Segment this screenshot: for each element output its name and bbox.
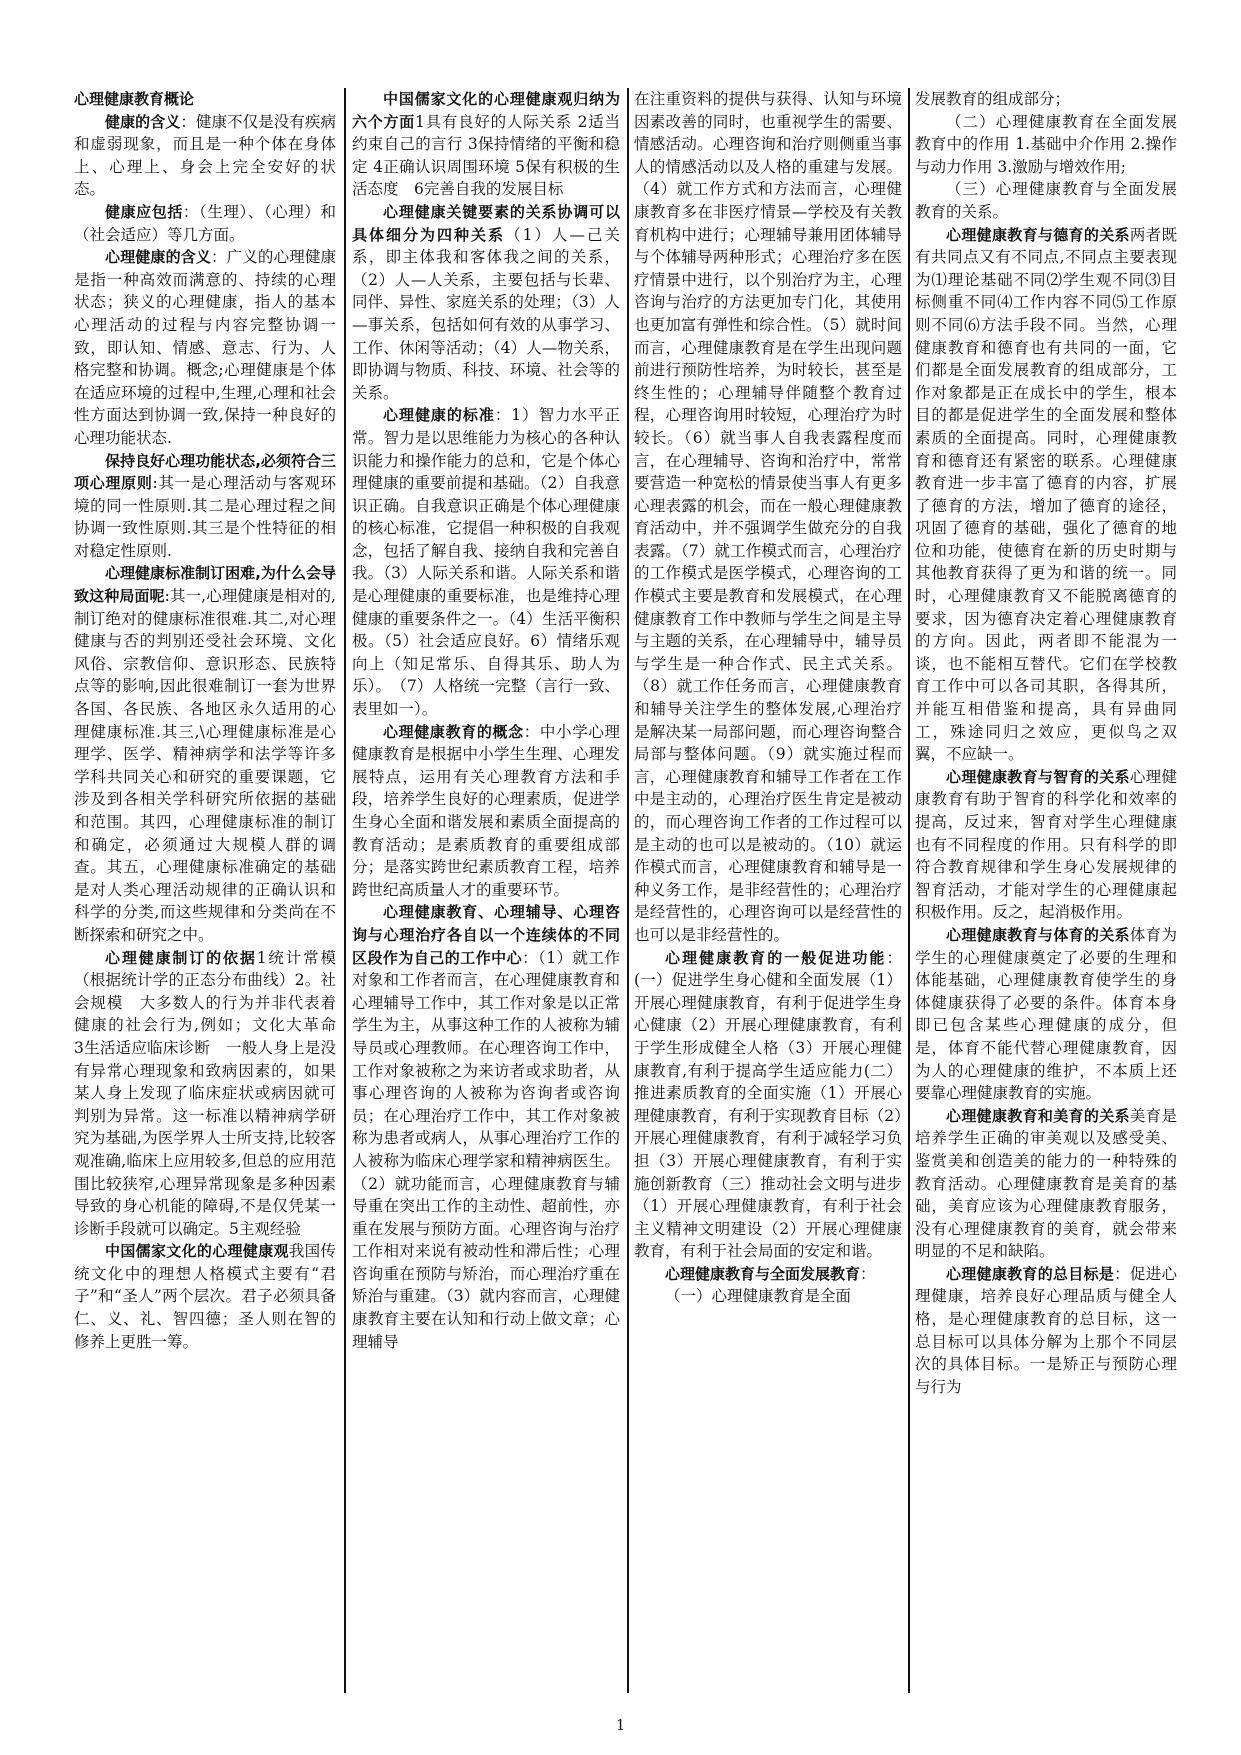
paragraph-heading: 中国儒家文化的心理健康观归纳为六个方面 [352, 90, 620, 131]
paragraph [915, 224, 1177, 766]
paragraph [352, 404, 620, 720]
paragraph-text: 美育是培养学生正确的审美观以及感受美、鉴赏美和创造美的能力的一种特殊的教育活动。心理健康教育是美育的基础，美育应该为心理健康教育服务，没有心理健康教育的美育，就会带来明显的不足和缺陷。 [915, 1106, 1177, 1261]
paragraph-text: :其一是心理活动与客观环境的同一性原则.其二是心理过程之间协调一致性原则.其三是个性特征的相对稳定性原则. [74, 474, 336, 560]
paragraph-text: ：广义的心理健康是指一种高效而满意的、持续的心理状态；狭义的心理健康，指人的基本心理活动的过程与内容完整协调一致，即认知、情感、意志、行为、人格完整和协调。概念;心理健康是个体在适应环境的过程中,生理,心理和社会性方面达到协调一致,保持一种良好的心理功能状态. [74, 248, 336, 447]
paragraph [915, 924, 1177, 1105]
paragraph-text: （一）心理健康教育是全面 [665, 1287, 852, 1306]
paragraph [74, 1240, 336, 1353]
paragraph [634, 1263, 902, 1286]
paragraph [634, 947, 902, 1263]
paragraph-heading: 心理健康教育和美育的关系 [946, 1106, 1130, 1125]
text-column-1 [74, 88, 352, 1698]
paragraph [352, 901, 620, 1353]
paragraph-text: ：健康不仅是没有疾病和虚弱现象，而且是一种个体在身体上、心理上、身会上完全安好的状态。 [74, 112, 336, 199]
paragraph-heading: 健康的含义 [105, 112, 181, 131]
paragraph-text: ：(一）促进学生身心健和全面发展（1）开展心理健康教育，有利于促进学生身心健康（2）开展心理健康教育，有利于学生形成健全人格（3）开展心理健康教育,有利于提高学生适应能力(二）推进素质教育的全面实施（1）开展心理健康教育，有利于实现教育目标（2）开展心理健康教育，有利于减轻学习负担（3）开展心理健康教育，有利于实施创新教育（三）推动社会文明与进步（1）开展心理健康教育，有利于社会主义精神文明建设（2）开展心理健康教育，有利于社会局面的安定和谐。 [634, 948, 902, 1261]
paragraph-heading: 健康应包括 [105, 202, 183, 221]
paragraph-heading: 保持良好心理功能状态,必须符合三项心理原则 [74, 451, 336, 493]
paragraph-text: （二）心理健康教育在全面发展教育中的作用 1.基础中介作用 2.操作与动力作用 3.激励与增效作用; [915, 112, 1177, 176]
paragraph [915, 1263, 1177, 1399]
paragraph [352, 88, 620, 201]
paragraph [74, 111, 336, 201]
paragraph [352, 201, 620, 404]
text-column-2 [352, 88, 620, 1698]
paragraph-text: :其一,心理健康是相对的,制订绝对的健康标准很难.其二,对心理健康与否的判别还受社会环境、文化风俗、宗教信仰、意识形态、民族特点等的影响,因此很难制订一套为世界各国、各民族、各地区永久适用的心理健康标准.其三,\心理健康标准是心理学、医学、精神病学和法学等许多学科共同关心和研究的重要课题，它涉及到各相关学科研究所依据的基础和范围。其四，心理健康标准的制订和确定，必须通过大规模人群的调查。其五，心理健康标准确定的基础是对人类心理活动规律的正确认识和科学的分类,而这些规律和分类尚在不断探索和研究之中。 [74, 587, 336, 944]
paragraph [74, 947, 352, 1241]
paragraph-heading: 心理健康教育概论 [74, 90, 195, 108]
paragraph-text: 1具有良好的人际关系 2适当约束自己的言行 3保持情绪的平衡和稳定 4正确认识周围环境 5保有积极的生活态度 6完善自我的发展目标 [352, 112, 620, 199]
paragraph [74, 450, 336, 563]
paragraph-heading: 心理健康教育、心理辅导、心理咨询与心理治疗各自以一个连续体的不同区段作为自己的工作中心 [352, 903, 620, 967]
column-divider [627, 88, 629, 1693]
paragraph-text: ：促进心理健康，培养良好心理品质与健全人格，是心理健康教育的总目标，这一总目标可以具体分解为上那个不同层次的具体目标。一是矫正与预防心理与行为 [915, 1264, 1177, 1396]
paragraph-heading: 心理健康的标准 [383, 406, 495, 425]
column-divider [344, 88, 346, 1693]
paragraph-text: ：中小学心理健康教育是根据中小学生生理、心理发展特点，运用有关心理教育方法和手段，培养学生良好的心理素质，促进学生身心全面和谐发展和素质全面提高的教育活动；是素质教育的重要组成部分；是落实跨世纪素质教育工程，培养跨世纪高质量人才的重要环节。 [352, 722, 620, 899]
page-number: 1 [615, 1716, 626, 1734]
paragraph [915, 178, 1177, 223]
paragraph [74, 201, 336, 246]
paragraph-heading: 心理健康教育与德育的关系 [946, 225, 1130, 244]
paragraph [915, 1105, 1177, 1263]
paragraph-text: ：1）智力水平正常。智力是以思维能力为核心的各种认识能力和操作能力的总和，它是个体心理健康的重要前提和基础。（2）自我意识正确。自我意识正确是个体心理健康的核心标准，它提倡一种积极的自我观念，包括了解自我、接纳自我和完善自我。（3）人际关系和谐。人际关系和谐是心理健康的重要标准，也是维持心理健康的重要条件之一。（4）生活平衡积极。（5）社会适应良好。6）情绪乐观向上（知足常乐、自得其乐、助人为乐）。 （7）人格统一完整（言行一致、表里如一）。 [352, 406, 620, 719]
paragraph-text: 体育为学生的心理健康奠定了必要的生理和体能基础，心理健康教育使学生的身体健康获得了必要的条件。体育本身即已包含某些心理健康的成分，但是，体育不能代替心理健康教育，因为人的心理健康的维护，不本质上还要靠心理健康教育的实施。 [915, 925, 1177, 1103]
paragraph [915, 111, 1177, 179]
paragraph-heading: 心理健康的含义 [105, 248, 211, 267]
paragraph-heading: 心理健康关键要素的关系协调可以具体细分为四种关系 [352, 202, 620, 244]
paragraph-heading: 中国儒家文化的心理健康观 [105, 1242, 289, 1261]
text-column-3 [634, 88, 902, 1698]
paragraph-heading: 心理健康教育的总目标是 [946, 1264, 1115, 1283]
paragraph [634, 1285, 902, 1308]
paragraph-heading: 心理健康教育的一般促进功能 [665, 948, 887, 967]
paragraph-heading: 心理健康教育的概念 [383, 722, 524, 741]
paragraph-text: ：（1）就工作对象和工作者而言，在心理健康教育和心理辅导工作中，其工作对象是以正常学生为主，从事这种工作的人被称为辅导员或心理教师。在心理咨询工作中，工作对象被称之为来访者或求助者，从事心理咨询的人被称为咨询者或咨询员；在心理治疗工作中，其工作对象被称为患者或病人，从事心理治疗工作的人被称为临床心理学家和精神病医生。（2）就功能而言，心理健康教育与辅导重在突出工作的主动性、超前性，亦重在发展与预防方面。心理咨询与治疗工作相对来说有被动性和滞后性；心理咨询重在预防与矫治，而心理治疗重在矫治与重建。（3）就内容而言，心理健康教育主要在认知和行动上做文章；心理辅导 [352, 948, 620, 1351]
paragraph [915, 766, 1177, 924]
paragraph-heading: 心理健康教育与全面发展教育 [665, 1264, 861, 1283]
paragraph-heading: 心理健康教育与体育的关系 [946, 925, 1130, 944]
paragraph-heading: 心理健康制订的依据 [105, 948, 257, 967]
paragraph-text: 两者既有共同点又有不同点,不同点主要表现为⑴理论基础不同⑵学生观不同⑶目标侧重不同⑷工作内容不同⑸工作原则不同⑹方法手段不同。当然，心理健康教育和德育也有共同的一面，它们都是全面发展教育的组成部分，工作对象都是正在成长中的学生，根本目的都是促进学生的全面发展和整体素质的全面提高。同时，心理健康教育和德育还有紧密的联系。心理健康教育进一步丰富了德育的内容，扩展了德育的方法，增加了德育的途径，巩固了德育的基础，强化了德育的地位和功能，使德育在新的历史时期与其他教育获得了更为和谐的统一。同时，心理健康教育又不能脱离德育的要求，因为德育决定着心理健康教育的方向。因此，两者即不能混为一谈，也不能相互替代。它们在学校教育工作中可以各司其职，各得其所，并能互相借鉴和提高，具有异曲同工，殊途同归之效应，更似鸟之双翼，不应缺一。 [915, 225, 1177, 764]
paragraph-text: 在注重资料的提供与获得、认知与环境因素改善的同时，也重视学生的需要、情感活动。心理咨询和治疗则侧重当事人的情感活动以及人格的重建与发展。（4）就工作方式和方法而言，心理健康教育多在非医疗情景—学校及有关教育机构中进行；心理辅导兼用团体辅导与个体辅导两种形式；心理治疗多在医疗情景中进行，以个别治疗为主，心理咨询与治疗的方法更加专门化，其使用也更加富有弹性和综合性。（5）就时间而言，心理健康教育是在学生出现问题前进行预防性培养，为时较长，甚至是终生性的；心理辅导伴随整个教育过程，心理咨询用时较短，心理治疗为时较长。（6）就当事人自我表露程度而言，在心理辅导、咨询和治疗中，常常要营造一种宽松的情景使当事人有更多心理表露的机会，而在一般心理健康教育活动中，并不强调学生做充分的自我表露。（7）就工作模式而言，心理治疗的工作模式是医学模式，心理咨询的工作模式主要是教育和发展模式，在心理健康教育工作中教师与学生之间是主导与主题的关系，在心理辅导中，辅导员与学生是一种合作式、民主式关系。（8）就工作任务而言，心理健康教育和辅导关注学生的整体发展,心理治疗是解决某一局部问题，而心理咨询整合局部与整体问题。（9）就实施过程而言，心理健康教育和辅导工作者在工作中是主动的，心理治疗医生肯定是被动的，而心理咨询工作者的工作过程可以是主动的也可以是被动的。（10）就运作模式而言，心理健康教育和辅导是一种义务工作，是非经营性的；心理治疗是经营性的，心理咨询可以是经营性的也可以是非经营性的。 [634, 90, 902, 944]
paragraph-text: 心理健康教育有助于智育的科学化和效率的提高，反过来，智育对学生心理健康也有不同程度的作用。只有科学的即符合教育规律和学生身心发展规律的智育活动，才能对学生的心理健康起积极作用。反之，起消极作用。 [915, 767, 1177, 922]
paragraph-heading: 心理健康标准制订困难,为什么会导致这种局面呢 [74, 564, 336, 606]
paragraph [74, 562, 336, 946]
column-divider [908, 88, 910, 1693]
text-column-4 [915, 88, 1177, 1698]
paragraph-text: （三）心理健康教育与全面发展教育的关系。 [915, 180, 1177, 221]
paragraph-text: 发展教育的组成部分； [915, 90, 1071, 108]
paragraph-heading: 心理健康教育与智育的关系 [946, 767, 1130, 786]
paragraph-text: 我国传统文化中的理想人格模式主要有“君子”和“圣人”两个层次。君子必须具备仁、义、礼、智四德；圣人则在智的修养上更胜一筹。 [74, 1242, 336, 1351]
paragraph-text: ： [860, 1264, 876, 1283]
paragraph-text: ：（生理）、（心理）和（社会适应）等几方面。 [74, 202, 336, 244]
paragraph [352, 721, 620, 902]
paragraph [634, 88, 902, 947]
paragraph [74, 246, 336, 449]
paragraph-text: 1统计常模（根据统计学的正态分布曲线）2。社会规模 大多数人的行为并非代表着健康的社会行为,例如；文化大革命 3生活适应临床诊断 一般人身上是没有异常心理现象和致病因素的，如果某人身上发现了临床症状或病因就可判别为异常。这一标准以精神病学研究为基础,为医学界人士所支持,比较客观准确,临床上应用较多,但总的应用范围比较狭窄,心理异常现象是多种因素导致的身心机能的障碍,不是仅凭某一诊断手段就可以确定。5主观经验 [74, 948, 352, 1238]
paragraph [74, 88, 336, 111]
paragraph [915, 88, 1177, 111]
paragraph-text: （1）人—己关系，即主体我和客体我之间的关系，（2）人—人关系，主要包括与长辈、同伴、异性、家庭关系的处理；（3）人—事关系，包括如何有效的从事学习、工作、休闲等活动；（4）人—物关系，即协调与物质、科技、环境、社会等的关系。 [352, 225, 620, 402]
